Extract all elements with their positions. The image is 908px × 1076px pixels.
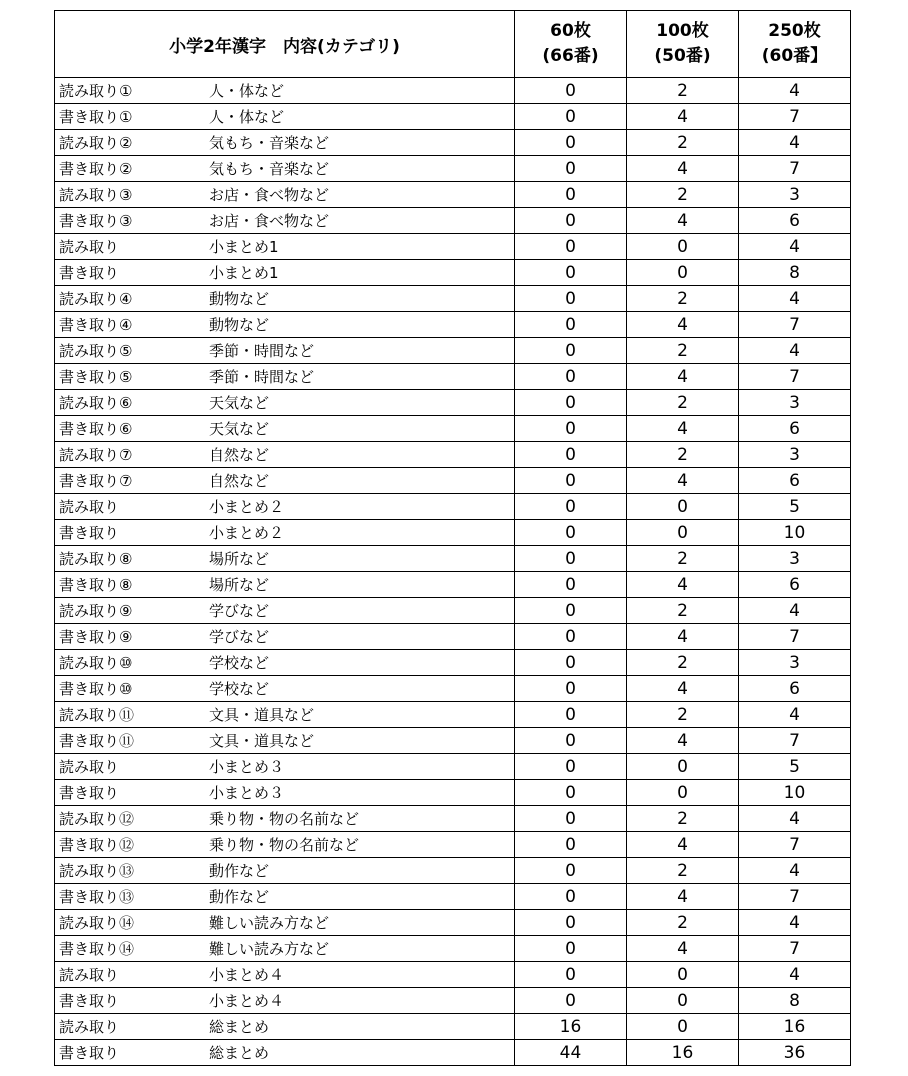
col-header-100-count: 100枚	[656, 21, 709, 41]
count-250-cell: 3	[739, 650, 851, 676]
exercise-type-label: 読み取り①	[59, 82, 133, 100]
exercise-type-label: 読み取り⑩	[59, 654, 133, 672]
content-label: 動物など	[209, 316, 270, 334]
exercise-type-label: 読み取り②	[59, 134, 133, 152]
count-100-cell: 2	[627, 338, 739, 364]
count-250-cell: 10	[739, 780, 851, 806]
count-100-cell: 2	[627, 78, 739, 104]
count-60-cell: 0	[515, 572, 627, 598]
category-cell	[55, 130, 515, 156]
exercise-type-label: 書き取り⑭	[59, 940, 135, 958]
category-cell	[55, 208, 515, 234]
category-cell	[55, 676, 515, 702]
content-label: 学びなど	[209, 602, 270, 620]
count-60-cell: 0	[515, 624, 627, 650]
category-cell	[55, 546, 515, 572]
count-250-cell: 7	[739, 624, 851, 650]
content-label: 学びなど	[209, 628, 270, 646]
table-row	[55, 702, 851, 728]
exercise-type-label: 読み取り③	[59, 186, 133, 204]
table-row	[55, 676, 851, 702]
category-cell	[55, 260, 515, 286]
count-60-cell: 0	[515, 806, 627, 832]
count-100-cell: 16	[627, 1040, 739, 1066]
count-100-cell: 0	[627, 780, 739, 806]
col-header-250-count: 250枚	[768, 21, 821, 41]
count-60-cell: 0	[515, 780, 627, 806]
table-row	[55, 962, 851, 988]
count-60-cell: 44	[515, 1040, 627, 1066]
count-100-cell: 4	[627, 936, 739, 962]
content-label: 場所など	[209, 550, 270, 568]
exercise-type-label: 書き取り③	[59, 212, 133, 230]
count-250-cell: 7	[739, 364, 851, 390]
exercise-type-label: 読み取り⑧	[59, 550, 133, 568]
exercise-type-label: 読み取り⑭	[59, 914, 135, 932]
table-row	[55, 260, 851, 286]
count-250-cell: 7	[739, 884, 851, 910]
count-60-cell: 0	[515, 702, 627, 728]
table-row	[55, 390, 851, 416]
category-cell	[55, 624, 515, 650]
exercise-type-label: 読み取り	[59, 1018, 120, 1036]
count-100-cell: 4	[627, 624, 739, 650]
category-cell	[55, 416, 515, 442]
count-60-cell: 0	[515, 754, 627, 780]
exercise-type-label: 書き取り⑧	[59, 576, 133, 594]
count-250-cell: 4	[739, 858, 851, 884]
table-row	[55, 572, 851, 598]
count-250-cell: 7	[739, 312, 851, 338]
exercise-type-label: 書き取り⑦	[59, 472, 133, 490]
count-60-cell: 0	[515, 546, 627, 572]
count-100-cell: 2	[627, 546, 739, 572]
category-cell	[55, 78, 515, 104]
content-label: 小まとめ２	[209, 498, 285, 516]
count-60-cell: 0	[515, 338, 627, 364]
category-cell	[55, 156, 515, 182]
content-label: 小まとめ３	[209, 758, 285, 776]
count-250-cell: 8	[739, 260, 851, 286]
count-100-cell: 4	[627, 832, 739, 858]
count-60-cell: 0	[515, 156, 627, 182]
col-header-250	[739, 11, 851, 78]
count-60-cell: 0	[515, 390, 627, 416]
category-cell	[55, 182, 515, 208]
count-250-cell: 4	[739, 286, 851, 312]
category-cell	[55, 338, 515, 364]
count-60-cell: 0	[515, 286, 627, 312]
category-cell	[55, 702, 515, 728]
count-60-cell: 0	[515, 312, 627, 338]
exercise-type-label: 書き取り⑥	[59, 420, 133, 438]
exercise-type-label: 書き取り	[59, 992, 120, 1010]
count-60-cell: 0	[515, 364, 627, 390]
category-cell	[55, 650, 515, 676]
count-250-cell: 3	[739, 546, 851, 572]
content-label: 難しい読み方など	[209, 914, 330, 932]
exercise-type-label: 読み取り④	[59, 290, 133, 308]
count-250-cell: 4	[739, 338, 851, 364]
table-row	[55, 286, 851, 312]
content-label: 自然など	[209, 446, 270, 464]
content-label: 乗り物・物の名前など	[209, 836, 360, 854]
col-header-60	[515, 11, 627, 78]
table-row	[55, 988, 851, 1014]
count-250-cell: 10	[739, 520, 851, 546]
exercise-type-label: 読み取り	[59, 238, 120, 256]
count-250-cell: 6	[739, 572, 851, 598]
content-label: 小まとめ４	[209, 992, 285, 1010]
exercise-type-label: 書き取り⑩	[59, 680, 133, 698]
content-label: 動作など	[209, 862, 270, 880]
category-cell	[55, 910, 515, 936]
count-250-cell: 4	[739, 962, 851, 988]
exercise-type-label: 読み取り	[59, 498, 120, 516]
content-label: 学校など	[209, 654, 270, 672]
category-cell	[55, 806, 515, 832]
count-250-cell: 7	[739, 936, 851, 962]
count-250-cell: 6	[739, 676, 851, 702]
count-100-cell: 4	[627, 104, 739, 130]
count-100-cell: 2	[627, 650, 739, 676]
col-header-250-number: (60番】	[761, 46, 828, 66]
table-row	[55, 650, 851, 676]
category-cell	[55, 936, 515, 962]
count-250-cell: 4	[739, 910, 851, 936]
col-header-60-count: 60枚	[550, 21, 591, 41]
count-250-cell: 4	[739, 130, 851, 156]
count-100-cell: 2	[627, 598, 739, 624]
category-cell	[55, 988, 515, 1014]
table-row	[55, 858, 851, 884]
exercise-type-label: 読み取り	[59, 758, 120, 776]
table-row	[55, 416, 851, 442]
exercise-type-label: 書き取り	[59, 784, 120, 802]
count-100-cell: 0	[627, 988, 739, 1014]
exercise-type-label: 書き取り④	[59, 316, 133, 334]
table-row	[55, 156, 851, 182]
table-row	[55, 442, 851, 468]
count-250-cell: 5	[739, 494, 851, 520]
exercise-type-label: 読み取り⑥	[59, 394, 133, 412]
table-row	[55, 78, 851, 104]
exercise-type-label: 書き取り⑤	[59, 368, 133, 386]
count-250-cell: 4	[739, 598, 851, 624]
col-header-60-number: (66番)	[542, 46, 599, 66]
content-label: お店・食べ物など	[209, 186, 330, 204]
category-cell	[55, 1014, 515, 1040]
count-250-cell: 3	[739, 442, 851, 468]
count-60-cell: 0	[515, 260, 627, 286]
table-row	[55, 546, 851, 572]
category-cell	[55, 390, 515, 416]
table-row	[55, 182, 851, 208]
category-cell	[55, 962, 515, 988]
exercise-type-label: 書き取り	[59, 1044, 120, 1062]
content-label: 小まとめ1	[209, 238, 279, 256]
table-row	[55, 1014, 851, 1040]
category-cell	[55, 104, 515, 130]
count-250-cell: 7	[739, 832, 851, 858]
exercise-type-label: 読み取り⑬	[59, 862, 135, 880]
count-250-cell: 16	[739, 1014, 851, 1040]
content-label: 総まとめ	[209, 1044, 270, 1062]
count-60-cell: 0	[515, 650, 627, 676]
count-60-cell: 0	[515, 832, 627, 858]
content-label: 文具・道具など	[209, 732, 315, 750]
category-cell	[55, 780, 515, 806]
category-cell	[55, 520, 515, 546]
count-100-cell: 4	[627, 312, 739, 338]
table-row	[55, 494, 851, 520]
category-cell	[55, 858, 515, 884]
count-100-cell: 0	[627, 520, 739, 546]
count-60-cell: 0	[515, 988, 627, 1014]
count-60-cell: 0	[515, 520, 627, 546]
category-header: 小学2年漢字 内容(カテゴリ)	[55, 11, 515, 78]
count-250-cell: 3	[739, 182, 851, 208]
count-60-cell: 0	[515, 468, 627, 494]
count-250-cell: 6	[739, 208, 851, 234]
count-100-cell: 4	[627, 156, 739, 182]
table-row	[55, 364, 851, 390]
col-header-100	[627, 11, 739, 78]
count-100-cell: 4	[627, 364, 739, 390]
content-label: 天気など	[209, 394, 270, 412]
category-cell	[55, 234, 515, 260]
category-cell	[55, 442, 515, 468]
table-row	[55, 910, 851, 936]
category-cell	[55, 312, 515, 338]
count-100-cell: 4	[627, 728, 739, 754]
count-250-cell: 36	[739, 1040, 851, 1066]
exercise-type-label: 読み取り⑪	[59, 706, 135, 724]
category-cell	[55, 832, 515, 858]
exercise-type-label: 書き取り⑪	[59, 732, 135, 750]
count-60-cell: 0	[515, 962, 627, 988]
content-label: 天気など	[209, 420, 270, 438]
content-label: 小まとめ1	[209, 264, 279, 282]
count-100-cell: 2	[627, 286, 739, 312]
content-label: 季節・時間など	[209, 342, 315, 360]
category-cell	[55, 728, 515, 754]
table-row	[55, 520, 851, 546]
exercise-type-label: 書き取り	[59, 264, 120, 282]
count-100-cell: 0	[627, 234, 739, 260]
count-250-cell: 5	[739, 754, 851, 780]
table-row	[55, 234, 851, 260]
count-250-cell: 3	[739, 390, 851, 416]
table-row	[55, 208, 851, 234]
table-row	[55, 104, 851, 130]
count-60-cell: 0	[515, 130, 627, 156]
category-cell	[55, 1040, 515, 1066]
exercise-type-label: 書き取り⑨	[59, 628, 133, 646]
table-row	[55, 338, 851, 364]
count-60-cell: 0	[515, 676, 627, 702]
count-60-cell: 0	[515, 494, 627, 520]
content-label: 動作など	[209, 888, 270, 906]
count-100-cell: 0	[627, 754, 739, 780]
content-label: 気もち・音楽など	[209, 134, 330, 152]
category-cell	[55, 754, 515, 780]
count-250-cell: 4	[739, 78, 851, 104]
count-100-cell: 2	[627, 130, 739, 156]
col-header-100-number: (50番)	[654, 46, 711, 66]
count-100-cell: 4	[627, 572, 739, 598]
count-100-cell: 4	[627, 468, 739, 494]
count-250-cell: 7	[739, 104, 851, 130]
count-250-cell: 4	[739, 806, 851, 832]
content-label: 難しい読み方など	[209, 940, 330, 958]
count-100-cell: 2	[627, 442, 739, 468]
table-row	[55, 754, 851, 780]
exercise-type-label: 読み取り	[59, 966, 120, 984]
count-250-cell: 8	[739, 988, 851, 1014]
count-60-cell: 0	[515, 598, 627, 624]
count-60-cell: 0	[515, 208, 627, 234]
table-body	[55, 78, 851, 1066]
count-250-cell: 7	[739, 156, 851, 182]
count-250-cell: 7	[739, 728, 851, 754]
table-row	[55, 624, 851, 650]
table-row	[55, 312, 851, 338]
count-100-cell: 0	[627, 494, 739, 520]
count-60-cell: 0	[515, 234, 627, 260]
category-cell	[55, 286, 515, 312]
table-row	[55, 1040, 851, 1066]
count-60-cell: 0	[515, 884, 627, 910]
exercise-type-label: 書き取り	[59, 524, 120, 542]
content-label: 小まとめ４	[209, 966, 285, 984]
count-60-cell: 0	[515, 936, 627, 962]
count-60-cell: 0	[515, 78, 627, 104]
exercise-type-label: 読み取り⑫	[59, 810, 135, 828]
content-label: 自然など	[209, 472, 270, 490]
exercise-type-label: 書き取り①	[59, 108, 133, 126]
exercise-type-label: 書き取り⑬	[59, 888, 135, 906]
count-100-cell: 4	[627, 208, 739, 234]
count-100-cell: 4	[627, 884, 739, 910]
count-100-cell: 2	[627, 182, 739, 208]
category-cell	[55, 598, 515, 624]
table-row	[55, 832, 851, 858]
count-250-cell: 4	[739, 234, 851, 260]
count-100-cell: 0	[627, 260, 739, 286]
table-row	[55, 598, 851, 624]
table-row	[55, 780, 851, 806]
count-100-cell: 0	[627, 1014, 739, 1040]
category-cell	[55, 884, 515, 910]
content-label: 学校など	[209, 680, 270, 698]
content-label: 季節・時間など	[209, 368, 315, 386]
count-250-cell: 6	[739, 468, 851, 494]
count-100-cell: 4	[627, 676, 739, 702]
count-100-cell: 2	[627, 858, 739, 884]
content-label: 動物など	[209, 290, 270, 308]
count-60-cell: 0	[515, 728, 627, 754]
count-100-cell: 0	[627, 962, 739, 988]
content-label: 小まとめ２	[209, 524, 285, 542]
content-label: 総まとめ	[209, 1018, 270, 1036]
content-label: 場所など	[209, 576, 270, 594]
category-cell	[55, 572, 515, 598]
exercise-type-label: 書き取り②	[59, 160, 133, 178]
table-row	[55, 728, 851, 754]
exercise-type-label: 読み取り⑨	[59, 602, 133, 620]
exercise-type-label: 読み取り⑤	[59, 342, 133, 360]
count-60-cell: 0	[515, 182, 627, 208]
exercise-type-label: 読み取り⑦	[59, 446, 133, 464]
count-60-cell: 0	[515, 104, 627, 130]
count-60-cell: 16	[515, 1014, 627, 1040]
content-label: 人・体など	[209, 82, 285, 100]
content-label: 気もち・音楽など	[209, 160, 330, 178]
header-row	[55, 11, 851, 78]
count-60-cell: 0	[515, 442, 627, 468]
category-cell	[55, 468, 515, 494]
count-60-cell: 0	[515, 910, 627, 936]
count-100-cell: 2	[627, 806, 739, 832]
table-row	[55, 806, 851, 832]
content-label: 乗り物・物の名前など	[209, 810, 360, 828]
count-100-cell: 4	[627, 416, 739, 442]
category-cell	[55, 364, 515, 390]
table-row	[55, 468, 851, 494]
count-100-cell: 2	[627, 910, 739, 936]
content-label: お店・食べ物など	[209, 212, 330, 230]
category-cell	[55, 494, 515, 520]
table-row	[55, 884, 851, 910]
exercise-type-label: 書き取り⑫	[59, 836, 135, 854]
content-label: 小まとめ３	[209, 784, 285, 802]
count-100-cell: 2	[627, 702, 739, 728]
count-60-cell: 0	[515, 416, 627, 442]
count-100-cell: 2	[627, 390, 739, 416]
count-250-cell: 6	[739, 416, 851, 442]
table-row	[55, 936, 851, 962]
count-60-cell: 0	[515, 858, 627, 884]
kanji-worksheet-table	[54, 10, 851, 1066]
count-250-cell: 4	[739, 702, 851, 728]
content-label: 文具・道具など	[209, 706, 315, 724]
table-row	[55, 130, 851, 156]
content-label: 人・体など	[209, 108, 285, 126]
